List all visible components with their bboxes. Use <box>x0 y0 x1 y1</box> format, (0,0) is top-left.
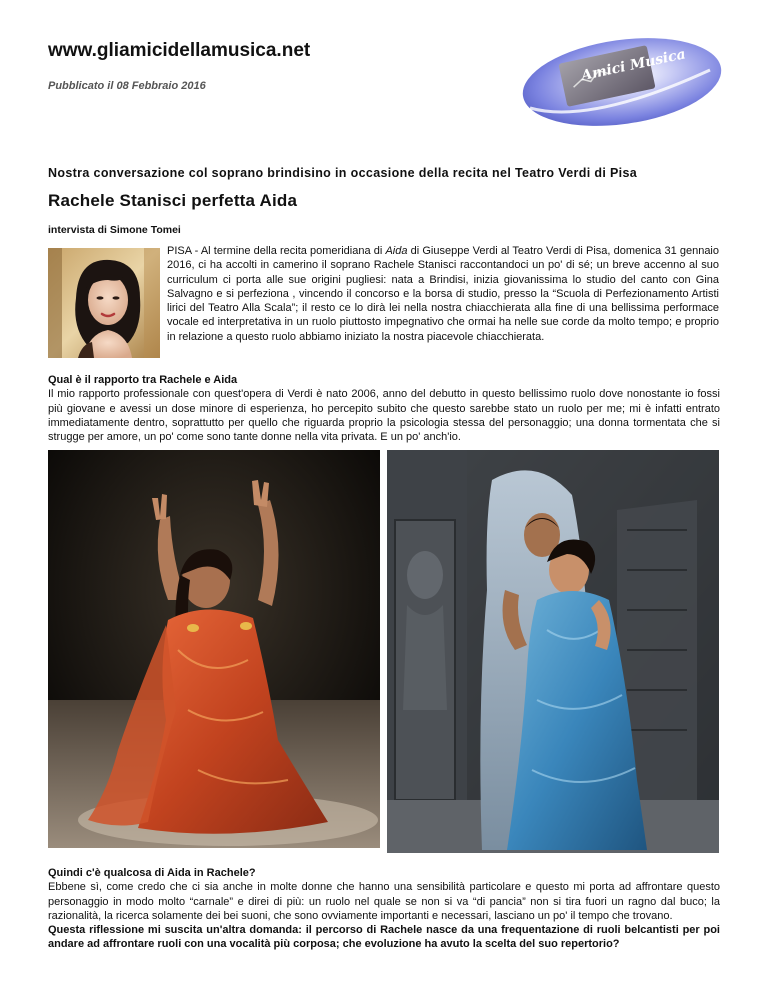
intro-after: di Giuseppe Verdi al Teatro Verdi di Pisa, domenica 31 gennaio 2016, ci ha accolti in camerino il soprano Rachele Stanisci raccontandoci un po' di sé; un breve accenno al suo curriculum ci porta alle sue origini pugliesi: nata a Brindisi, inizia giovanissima lo studio del canto con Gina Salvagno e si perfeziona , vincendo il concorso e la borsa di studio, presso la “Scuola di Perfezionamento Artisti lirici del Teatro Alla Scala”; il resto ce lo dirà lei nella nostra chiacchierata alla fine di una bellissima performace vocale ed interpretativa in un ruolo piuttosto impegnativo che ormai ha nelle sue corde da molto tempo; e proprio in relazione a questo ruolo abbiamo iniziato la nostra piacevole chiacchierata. <box>167 245 719 343</box>
interview-block-1 <box>48 373 720 444</box>
answer-1: Il mio rapporto professionale con quest'opera di Verdi è nato 2006, anno del debutto in questo bellissimo ruolo dove nonostante io fossi più giovane e avessi un dose minore di esperienza, ho percepito subito che questo sarebbe stato un ruolo per me; mi è infatti entrato immediatamente dentro, soprattutto per quello che riguarda proprio la psicologia stessa del personaggio; una donna tormentata che si strugge per amore, un po' come sono tante donne nella vita privata. E un po' anch'io. <box>48 388 720 444</box>
intro-before: PISA - Al termine della recita pomeridiana di <box>167 245 386 257</box>
question-3: Questa riflessione mi suscita un'altra domanda: il percorso di Rachele nasce da una frequentazione di ruoli belcantisti per poi andare ad affrontare ruoli con una vocalità più corposa; che evoluzione ha avuto la scelta del suo repertorio? <box>48 924 720 951</box>
question-1: Qual è il rapporto tra Rachele e Aida <box>48 374 238 386</box>
article-subtitle: Nostra conversazione col soprano brindisino in occasione della recita nel Teatro Verdi di Pisa <box>48 166 638 180</box>
answer-2: Ebbene sì, come credo che ci sia anche in molte donne che hanno una sensibilità particolare e questo mi porta ad affrontare questo personaggio in modo molto “carnale” e direi di più: un ruolo nel quale se non si va “di pancia” non si tira fuori un ragno dal buco; la razionalità, la ricerca solamente dei bei suoni, che sono ovviamente importanti e necessari, lasciano un po' il tempo che trovano. <box>48 881 720 922</box>
interview-block-2 <box>48 866 720 952</box>
portrait-photo <box>48 248 160 358</box>
intro-paragraph <box>167 244 719 344</box>
question-2: Quindi c'è qualcosa di Aida in Rachele? <box>48 867 256 879</box>
stage-photo-embrace <box>387 450 719 853</box>
article-author: intervista di Simone Tomei <box>48 224 181 236</box>
site-logo <box>510 30 725 130</box>
publish-date: Pubblicato il 08 Febbraio 2016 <box>48 80 206 92</box>
opera-title: Aida <box>385 245 408 257</box>
logo-text: Amici Musica <box>579 46 688 85</box>
stage-photo-kneeling <box>48 450 380 848</box>
site-url[interactable]: www.gliamicidellamusica.net <box>48 40 311 61</box>
article-title: Rachele Stanisci perfetta Aida <box>48 191 298 210</box>
